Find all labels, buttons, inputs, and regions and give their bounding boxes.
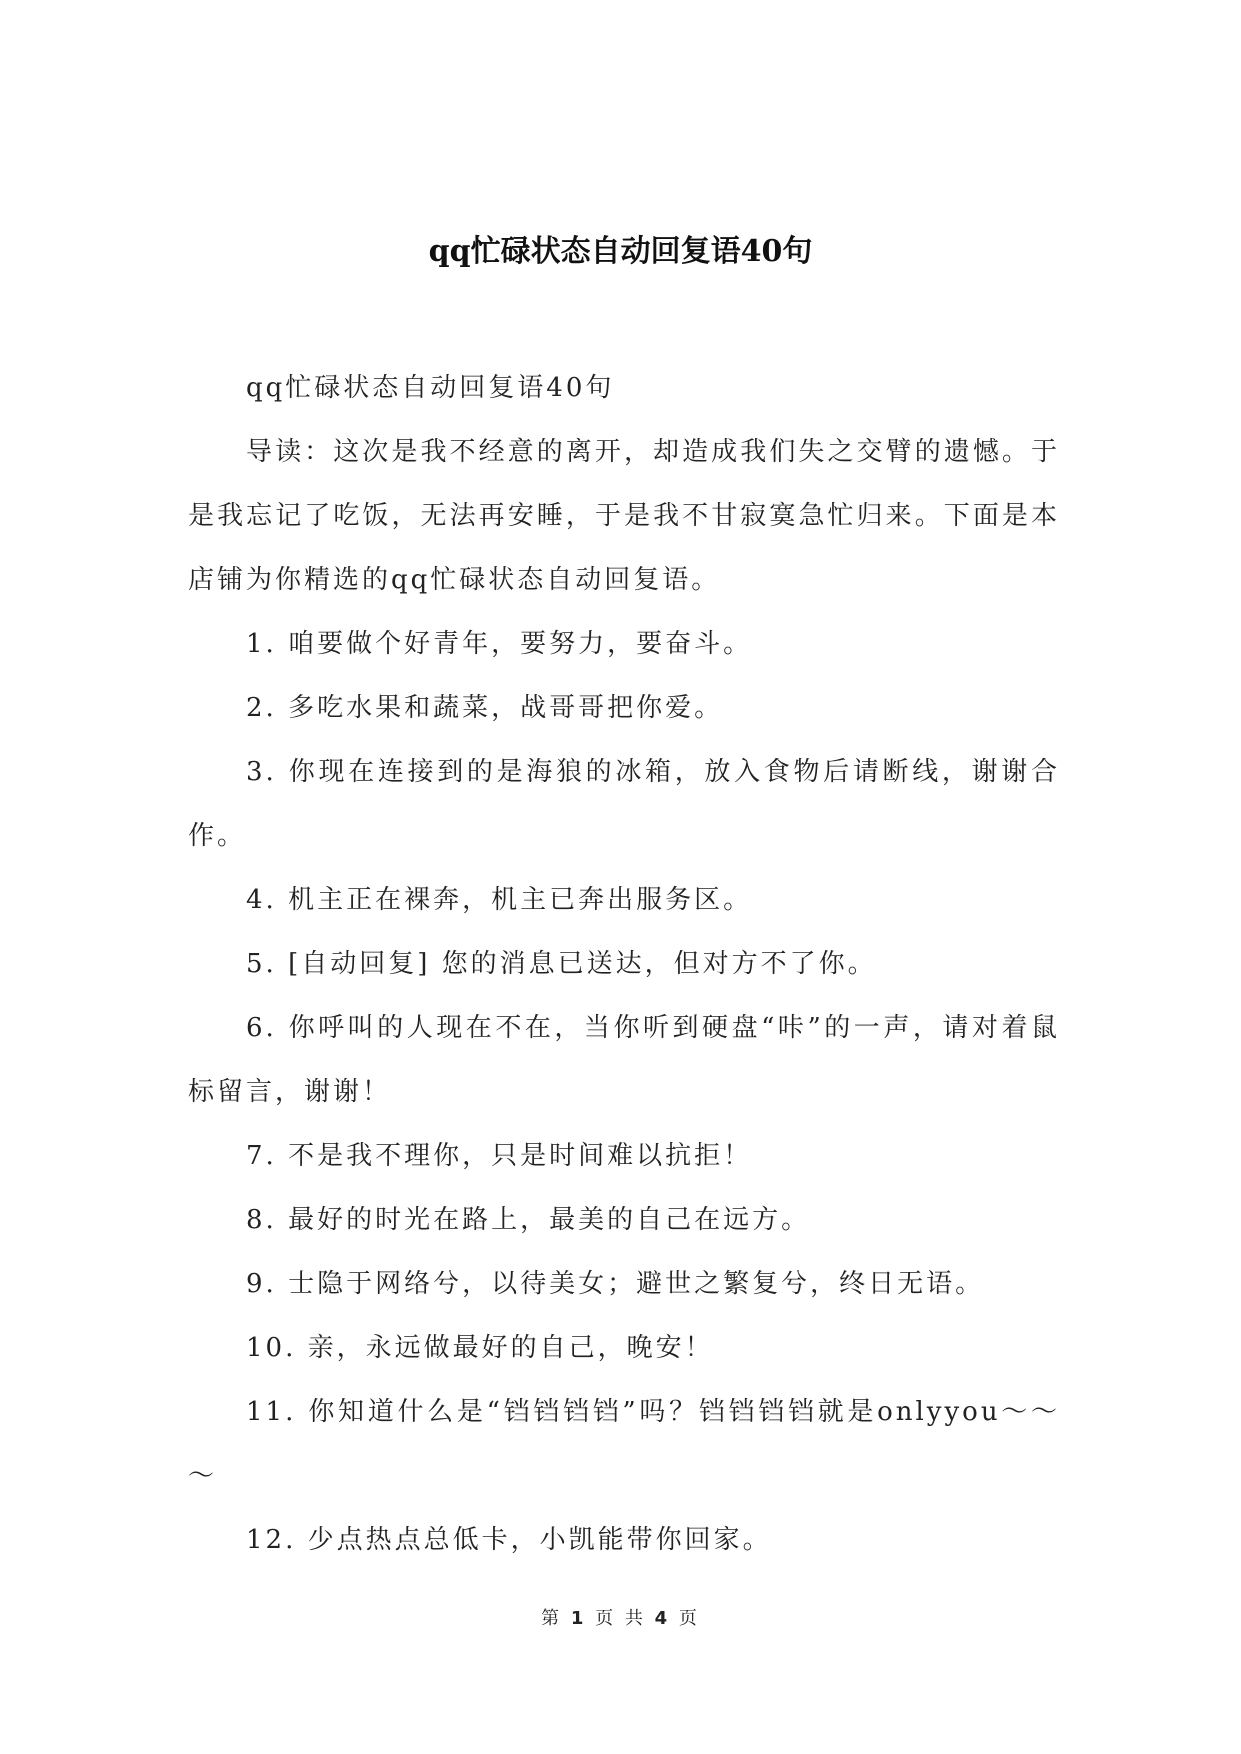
- footer-suffix: 页: [678, 1608, 700, 1629]
- list-item: 3. 你现在连接到的是海狼的冰箱，放入食物后请断线，谢谢合作。: [188, 757, 1060, 851]
- list-item: 9. 士隐于网络兮，以待美女；避世之繁复兮，终日无语。: [246, 1269, 985, 1299]
- footer-prefix: 第: [541, 1608, 563, 1629]
- document-body: [188, 356, 1060, 1572]
- page-footer: [0, 1604, 1241, 1630]
- paragraph: 导读：这次是我不经意的离开，却造成我们失之交臂的遗憾。于是我忘记了吃饭，无法再安睡，于是我不甘寂寞急忙归来。下面是本店铺为你精选的qq忙碌状态自动回复语。: [188, 437, 1060, 595]
- paragraph: qq忙碌状态自动回复语40句: [246, 373, 615, 403]
- list-item: 11. 你知道什么是“铛铛铛铛”吗？铛铛铛铛就是onlyyou～～～: [188, 1397, 1060, 1491]
- list-item: 2. 多吃水果和蔬菜，战哥哥把你爱。: [246, 693, 724, 723]
- list-item: 1. 咱要做个好青年，要努力，要奋斗。: [246, 629, 753, 659]
- footer-page-number: 1: [570, 1608, 587, 1629]
- list-item: 6. 你呼叫的人现在不在，当你听到硬盘“咔”的一声，请对着鼠标留言，谢谢！: [188, 1013, 1060, 1107]
- list-item: 7. 不是我不理你，只是时间难以抗拒！: [246, 1141, 753, 1171]
- list-item: 12. 少点热点总低卡，小凯能带你回家。: [246, 1525, 772, 1555]
- document-title: qq忙碌状态自动回复语40句: [428, 234, 813, 269]
- list-item: 8. 最好的时光在路上，最美的自己在远方。: [246, 1205, 811, 1235]
- footer-middle: 页 共: [595, 1608, 646, 1629]
- list-item: 5. [自动回复] 您的消息已送达，但对方不了你。: [246, 949, 877, 979]
- list-item: 10. 亲，永远做最好的自己，晚安！: [246, 1333, 714, 1363]
- list-item: 4. 机主正在裸奔，机主已奔出服务区。: [246, 885, 753, 915]
- footer-total-pages: 4: [654, 1608, 671, 1629]
